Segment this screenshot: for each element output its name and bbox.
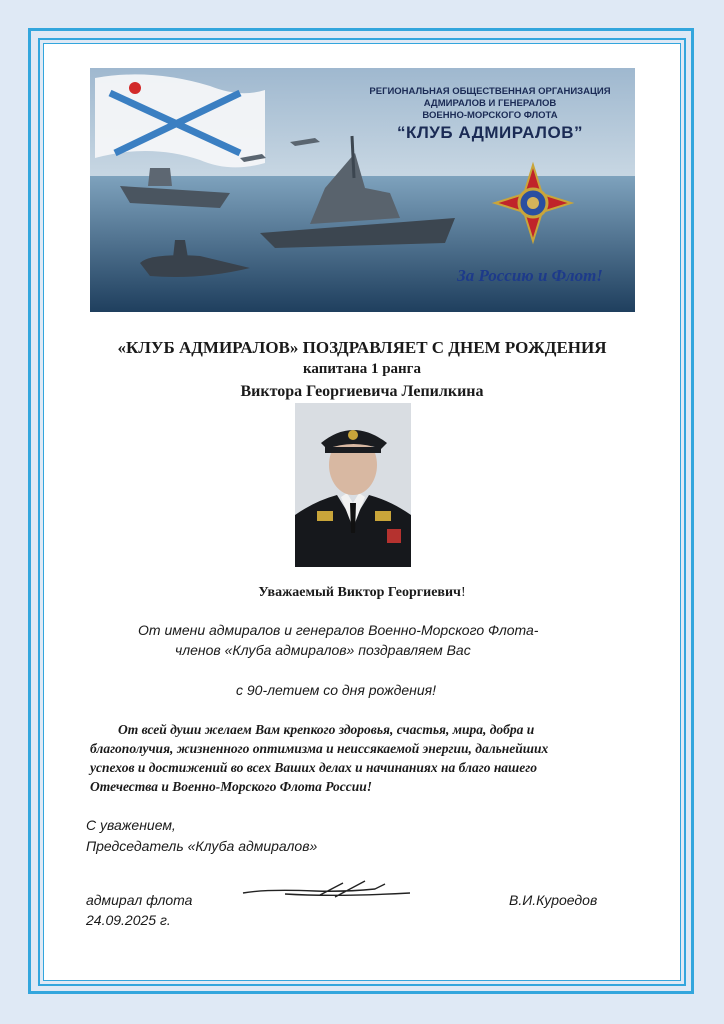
- signer-rank: адмирал флота: [86, 892, 193, 908]
- organization-title: [340, 86, 635, 122]
- club-name: “КЛУБ АДМИРАЛОВ”: [397, 123, 583, 142]
- letter-date: 24.09.2025 г.: [86, 912, 171, 928]
- letter-page: [44, 44, 680, 980]
- recipient-name: Виктора Георгиевича Лепилкина: [240, 383, 484, 400]
- motto: За Россию и Флот!: [457, 266, 603, 285]
- greeting: [44, 585, 680, 601]
- regards: С уважением,: [86, 817, 176, 833]
- org-line-2: АДМИРАЛОВ И ГЕНЕРАЛОВ: [423, 98, 557, 109]
- wishes-line-1: От всей души желаем Вам крепкого здоровья, счастья, мира, добра и: [118, 722, 535, 737]
- wishes-line-2: благополучия, жизненного оптимизма и неиссякаемой энергии, дальнейших: [90, 741, 549, 756]
- header-banner: [90, 68, 635, 312]
- wishes-line-3: успехов и достижений во всех Ваших делах и начинаниях на благо нашего: [90, 760, 538, 775]
- congratulation-title: «КЛУБ АДМИРАЛОВ» ПОЗДРАВЛЯЕТ С ДНЕМ РОЖДЕНИЯ: [117, 338, 607, 357]
- greeting-text: Уважаемый Виктор Георгиевич: [258, 585, 461, 600]
- message-line-3: с 90-летием со дня рождения!: [236, 682, 436, 698]
- org-line-1: РЕГИОНАЛЬНАЯ ОБЩЕСТВЕННАЯ ОРГАНИЗАЦИЯ: [369, 86, 611, 97]
- signature-stroke: [225, 875, 431, 907]
- portrait-illustration: [295, 403, 411, 567]
- wishes-line-4: Отечества и Военно-Морского Флота России!: [90, 779, 373, 794]
- wishes-paragraph: [90, 720, 650, 796]
- signer-name: В.И.Куроедов: [509, 892, 598, 908]
- chairman-position: Председатель «Клуба адмиралов»: [86, 838, 318, 854]
- org-line-3: ВОЕННО-МОРСКОГО ФЛОТА: [422, 110, 558, 121]
- greeting-punct: !: [460, 585, 466, 600]
- message-line-1: От имени адмиралов и генералов Военно-Морского Флота-: [138, 622, 539, 638]
- recipient-rank: капитана 1 ранга: [303, 361, 421, 377]
- portrait-photo: [295, 403, 411, 567]
- message-line-2: членов «Клуба адмиралов» поздравляем Вас: [175, 642, 471, 658]
- handwritten-signature: [225, 875, 431, 907]
